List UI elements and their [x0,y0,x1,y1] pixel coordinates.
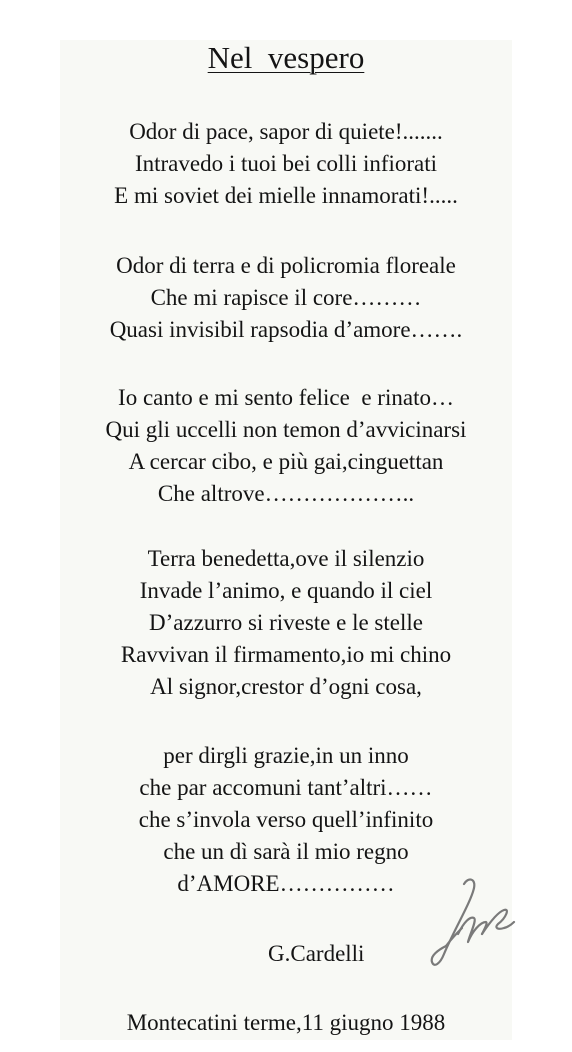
poem-line: A cercar cibo, e più gai,cinguettan [128,449,444,474]
poem-title: Nel vespero [207,40,365,75]
stanza-4 [0,543,572,703]
author-name: G.Cardelli [268,941,365,966]
poem-line: Invade l’animo, e quando il ciel [139,578,433,603]
poem-line: Che mi rapisce il core……… [150,285,422,310]
stanza-2 [0,250,572,346]
place-date: Montecatini terme,11 giugno 1988 [126,1010,446,1035]
poem-line: Odor di terra e di policromia floreale [116,253,456,278]
poem-line: d’AMORE…………… [177,871,395,896]
poem-line: Che altrove……………….. [157,481,415,506]
poem-line: Qui gli uccelli non temon d’avvicinarsi [105,417,467,442]
poem-line: Al signor,crestor d’ogni cosa, [150,674,422,699]
handwritten-signature-icon [424,872,520,972]
poem-line: che s’invola verso quell’infinito [138,807,434,832]
poem-line: Quasi invisibil rapsodia d’amore……. [109,317,463,342]
poem-line: D’azzurro si riveste e le stelle [149,610,423,635]
poem-line: Ravvivan il firmamento,io mi chino [120,642,452,667]
poem-line: che par accomuni tant’altri…… [139,775,433,800]
poem-line: che un dì sarà il mio regno [163,839,409,864]
stanza-1 [0,116,572,212]
poem-line: Terra benedetta,ove il silenzio [147,546,425,571]
poem-line: Io canto e mi sento felice e rinato… [118,385,454,410]
poem-line: E mi soviet dei mielle innamorati!..... [114,183,458,208]
poem-line: Intravedo i tuoi bei colli infiorati [134,151,438,176]
stanza-3 [0,382,572,510]
poem-line: per dirgli grazie,in un inno [163,743,409,768]
poem-line: Odor di pace, sapor di quiete!....... [129,119,443,144]
